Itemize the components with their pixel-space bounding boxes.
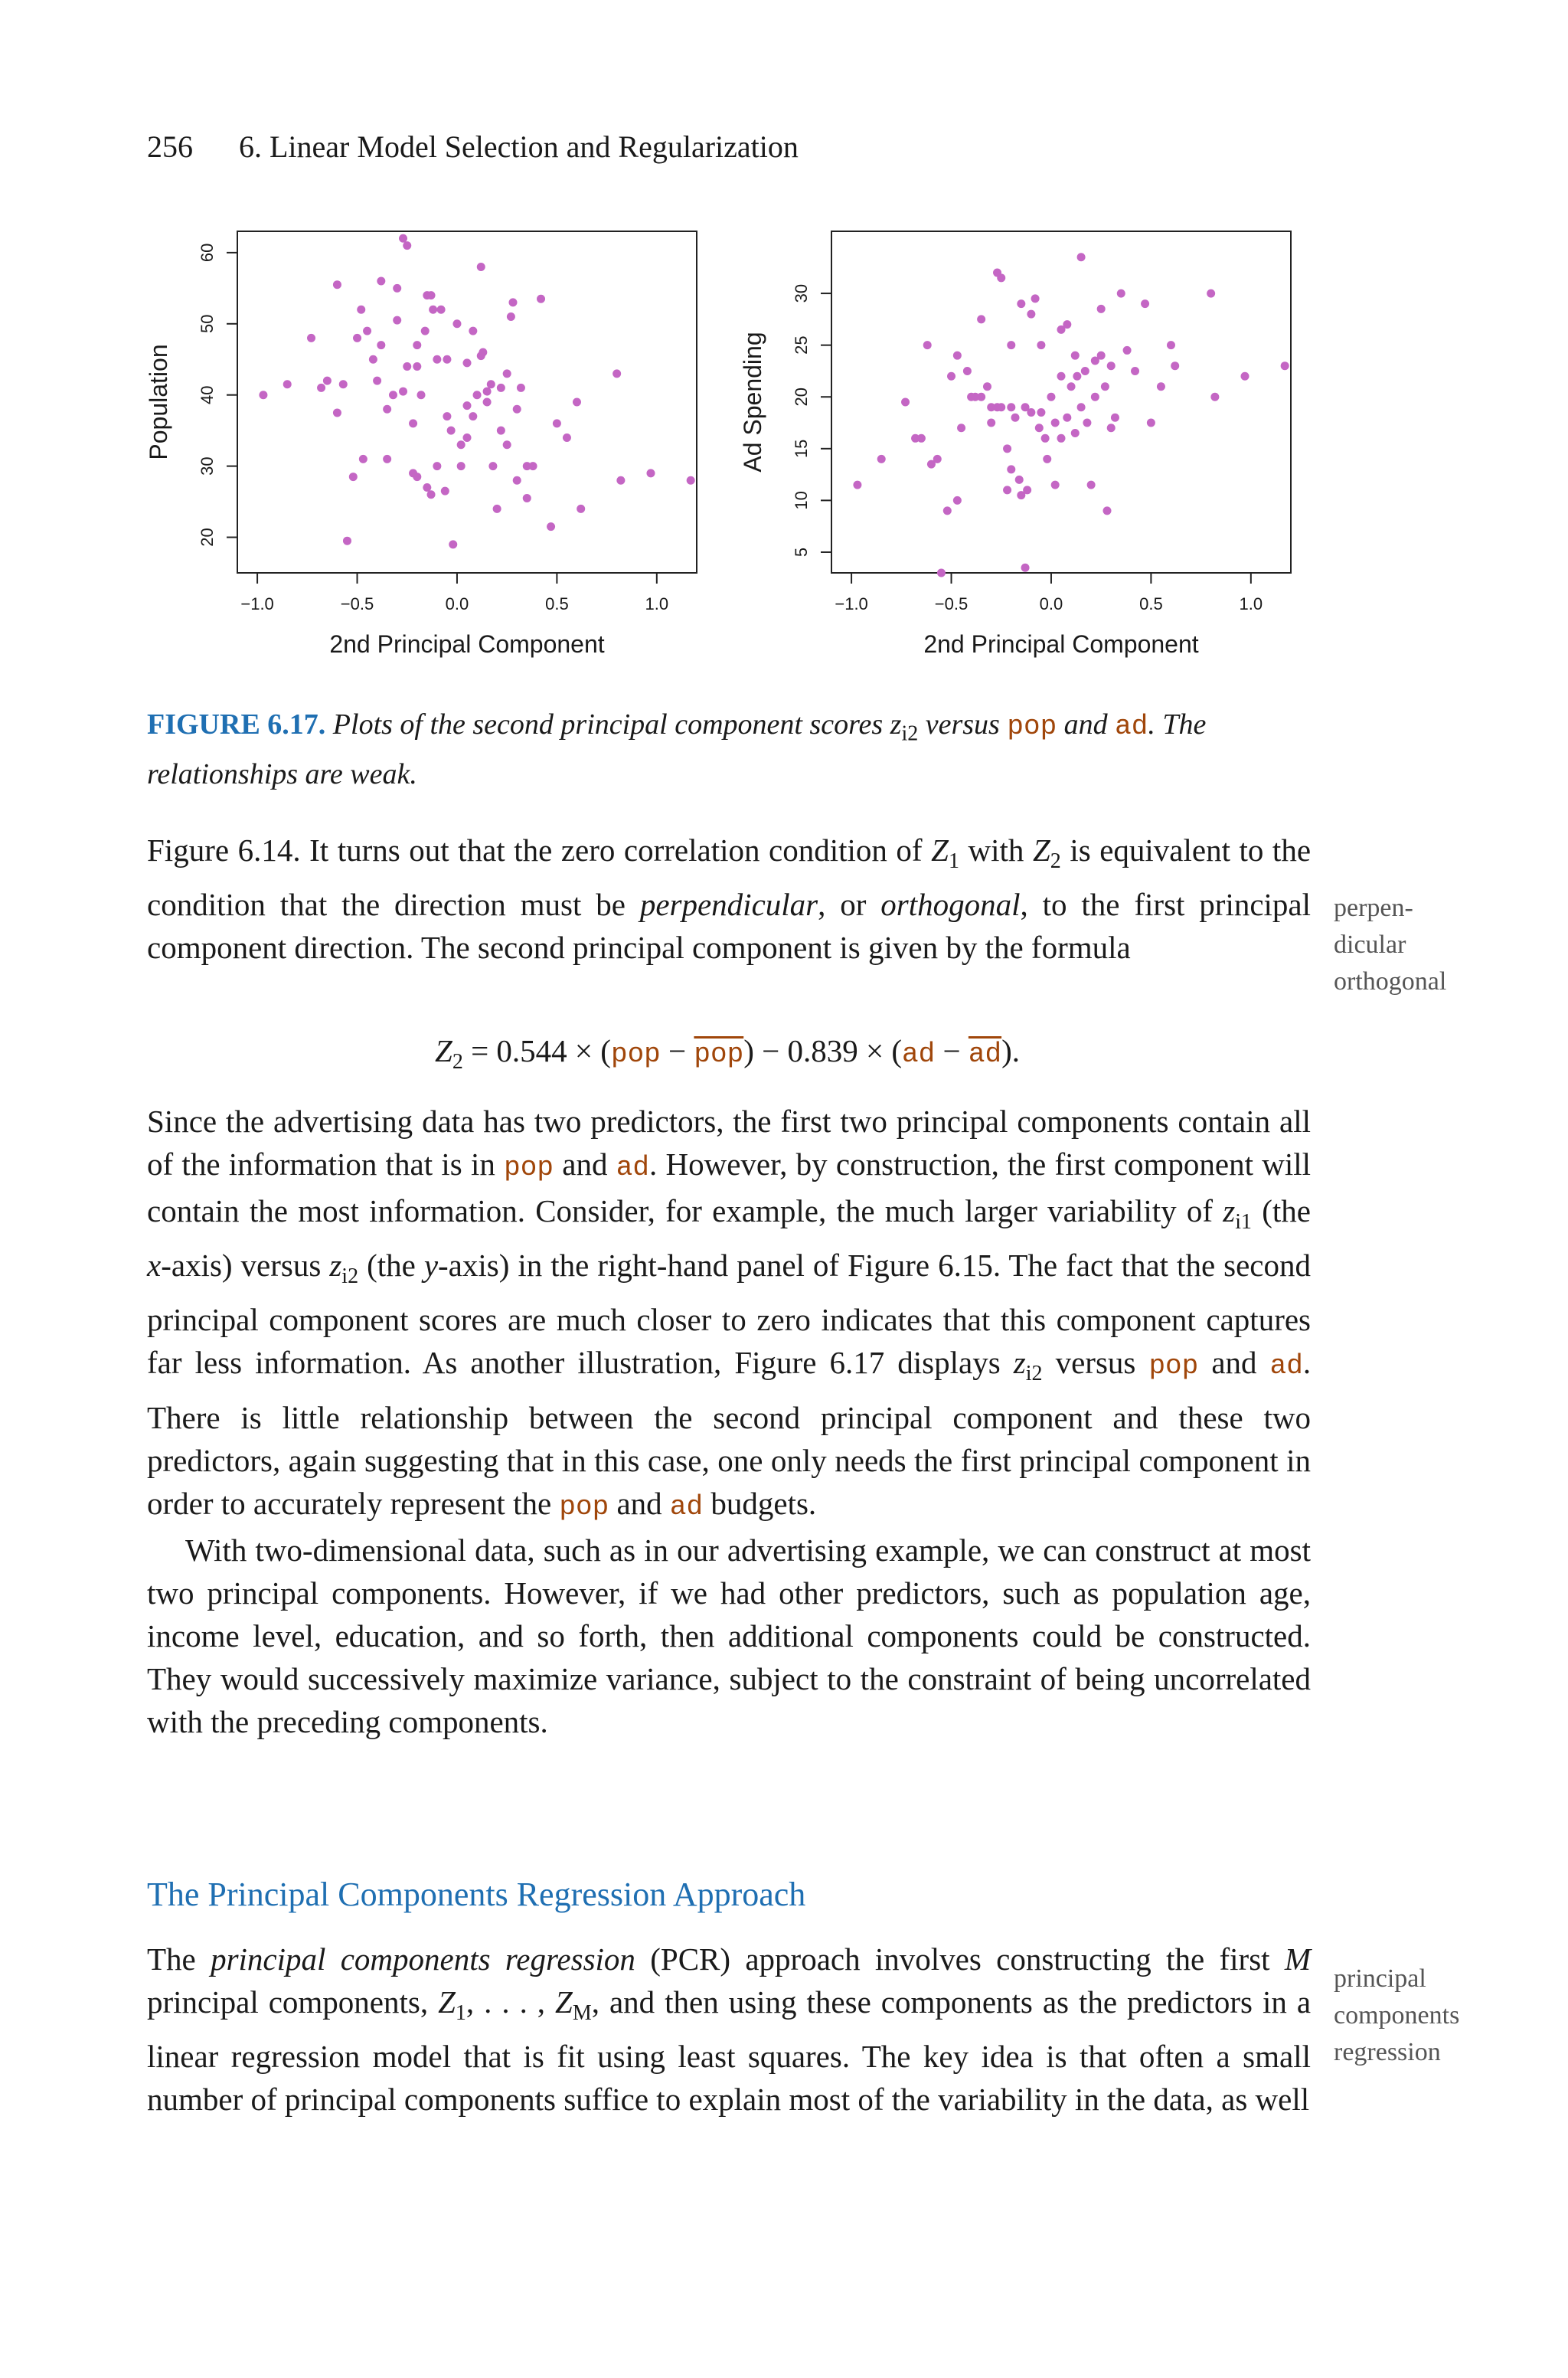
y-axis-label: Ad Spending <box>739 332 766 473</box>
margin-text: components <box>1334 2001 1460 2030</box>
data-point <box>488 462 497 470</box>
data-point <box>373 377 381 385</box>
data-point <box>523 494 531 502</box>
text: Since the advertising data has two predictors, the first two principal components contain all of the information that is in <box>147 1104 1311 1182</box>
text: . There is little relationship between the second principal component and these two predictors, again suggesting that in this case, one only needs the first principal component in order to accurately represent the <box>147 1345 1312 1521</box>
data-point <box>1063 320 1071 329</box>
caption-text: and <box>1063 708 1108 741</box>
data-point <box>463 401 472 410</box>
math: Z <box>438 1984 456 2020</box>
data-point <box>647 469 655 477</box>
data-point <box>957 424 965 432</box>
x-tick-label: 1.0 <box>645 594 669 613</box>
data-point <box>483 388 492 396</box>
caption-text: . The relationships are weak. <box>147 708 1207 790</box>
data-point <box>259 391 267 399</box>
data-point <box>447 427 456 435</box>
data-point <box>339 380 348 388</box>
data-point <box>1210 393 1219 401</box>
y-tick-label: 15 <box>792 439 811 459</box>
data-point <box>1207 289 1215 298</box>
data-point <box>1015 476 1024 484</box>
data-point <box>1171 361 1179 370</box>
data-point <box>1103 506 1112 515</box>
text: , and then using these components as the predictors in a linear regression model that is fit using least squares. The key idea is that often a small number of principal components suffice to explain most of the variability in the data, as well <box>147 1984 1312 2118</box>
data-point <box>413 341 421 349</box>
x-tick-label: 0.5 <box>1139 594 1163 613</box>
data-point <box>616 476 625 485</box>
data-point <box>437 306 446 314</box>
y-tick-label: 25 <box>792 335 811 355</box>
data-point <box>507 312 515 321</box>
data-point <box>1131 367 1139 375</box>
data-point <box>997 273 1005 282</box>
data-point <box>1007 341 1015 349</box>
code-ad: ad <box>1269 1350 1303 1382</box>
data-point <box>1167 341 1175 349</box>
data-point <box>1023 486 1031 494</box>
margin-note-perpendicular <box>1334 890 1446 1000</box>
data-point <box>441 487 449 496</box>
x-tick-label: −0.5 <box>934 594 969 613</box>
data-point <box>963 367 972 375</box>
data-point <box>953 496 962 505</box>
data-point <box>573 398 581 407</box>
data-point <box>1057 372 1066 381</box>
x-tick-label: 0.0 <box>1039 594 1063 613</box>
data-point <box>513 476 521 485</box>
paragraph <box>147 1100 1311 1743</box>
text: -axis) in the right-hand panel of Figure 6.15. The fact that the second principal component scores are much closer to zero indicates that this component captures far less information. As another illustration, Figure 6.17 displays <box>147 1248 1311 1381</box>
data-point <box>1037 408 1045 417</box>
data-point <box>483 398 492 407</box>
math: Z <box>1032 832 1050 868</box>
chapter-title: 6. Linear Model Selection and Regularization <box>239 129 799 164</box>
page-number: 256 <box>147 129 193 164</box>
paragraph <box>147 829 1311 969</box>
emphasis: principal components regression <box>211 1941 635 1977</box>
code-ad: ad <box>1115 711 1148 742</box>
data-point <box>537 295 545 303</box>
data-point <box>901 398 910 407</box>
data-point <box>393 316 401 325</box>
margin-note-pcr <box>1334 1961 1459 2071</box>
code-ad: ad <box>669 1490 704 1523</box>
text: budgets. <box>710 1485 817 1521</box>
text: Figure 6.14. It turns out that the zero correlation condition of <box>147 832 923 868</box>
math-sub: 1 <box>948 849 959 874</box>
data-point <box>323 377 332 385</box>
data-point <box>853 481 861 489</box>
data-point <box>513 405 521 414</box>
math-sub: 1 <box>455 2001 466 2026</box>
data-point <box>1071 352 1080 360</box>
data-point <box>1051 481 1060 489</box>
data-point <box>1107 424 1116 432</box>
data-point <box>977 315 985 323</box>
text: (the <box>1262 1193 1312 1228</box>
math-sub: i2 <box>1025 1362 1043 1386</box>
text: , to the first principal component direction. The second principal component is given by the formula <box>147 887 1312 966</box>
data-point <box>1083 419 1091 427</box>
math: , . . . , <box>466 1984 546 2020</box>
data-point <box>427 490 436 499</box>
text: , or <box>818 887 867 923</box>
data-point <box>479 348 487 356</box>
math: − <box>935 1033 969 1068</box>
data-point <box>497 384 505 392</box>
data-point <box>409 419 417 427</box>
data-point <box>363 327 371 335</box>
data-point <box>389 391 397 399</box>
data-point <box>503 369 511 378</box>
data-point <box>1241 372 1250 381</box>
code-pop: pop <box>1007 711 1057 742</box>
data-point <box>497 427 505 435</box>
data-point <box>877 455 886 463</box>
x-tick-label: −1.0 <box>835 594 868 613</box>
data-point <box>333 280 341 289</box>
data-point <box>612 369 621 378</box>
data-point <box>547 522 555 531</box>
paragraph <box>147 1938 1311 2121</box>
data-point <box>487 380 495 388</box>
data-point <box>349 473 358 481</box>
x-tick-label: −1.0 <box>240 594 274 613</box>
data-point <box>452 319 461 328</box>
math: ). <box>1001 1033 1020 1068</box>
text: (the <box>367 1248 416 1284</box>
data-point <box>993 403 1001 411</box>
y-tick-label: 20 <box>792 388 811 407</box>
page-header <box>147 129 799 165</box>
margin-text: orthogonal <box>1334 967 1447 996</box>
code-ad: ad <box>902 1039 936 1070</box>
data-point <box>1035 424 1044 432</box>
data-point <box>1087 481 1096 489</box>
math: M <box>1284 1941 1312 1977</box>
y-tick-label: 50 <box>198 314 217 334</box>
data-point <box>1117 289 1125 298</box>
data-point <box>983 382 991 391</box>
data-point <box>1111 414 1119 422</box>
data-point <box>923 341 932 349</box>
data-point <box>503 440 511 449</box>
math-sub: 2 <box>1050 849 1061 874</box>
data-point <box>1041 434 1050 443</box>
data-point <box>399 234 407 243</box>
y-tick-label: 40 <box>198 385 217 404</box>
data-point <box>383 455 391 463</box>
data-point <box>469 412 477 420</box>
data-point <box>377 277 385 286</box>
data-point <box>1057 434 1066 443</box>
y-tick-label: 30 <box>198 456 217 476</box>
data-point <box>1017 299 1025 308</box>
emphasis: orthogonal <box>880 887 1021 923</box>
data-point <box>359 455 368 463</box>
section-title: The Principal Components Regression Approach <box>147 1876 806 1913</box>
data-point <box>937 569 946 577</box>
data-point <box>393 284 401 293</box>
data-point <box>457 462 466 470</box>
data-point <box>1021 403 1030 411</box>
data-point <box>687 476 695 485</box>
paragraph-text: With two-dimensional data, such as in our advertising example, we can construct at most two principal components. However, if we had other predictors, such as population age, income level, education, and so forth, then additional components could be constructed. They would successively maximize variance, subject to the constraint of being uncorrelated with the preceding components. <box>147 1532 1311 1739</box>
data-point <box>283 380 292 388</box>
figure-6-17 <box>0 199 1568 689</box>
y-axis-label: Population <box>145 344 172 460</box>
data-point <box>1063 414 1071 422</box>
y-tick-label: 30 <box>792 283 811 303</box>
x-axis-label: 2nd Principal Component <box>329 630 605 658</box>
data-point <box>1081 367 1089 375</box>
text: is equivalent to the condition that the direction must be <box>147 832 1312 923</box>
math-sub: i2 <box>341 1264 359 1289</box>
data-point <box>1003 444 1011 453</box>
figure-caption <box>147 705 1311 794</box>
code-pop: pop <box>559 1490 609 1523</box>
data-point <box>1097 352 1106 360</box>
data-point <box>1101 382 1109 391</box>
math-sub: 2 <box>452 1050 463 1075</box>
math: x <box>147 1248 162 1284</box>
data-point <box>1071 429 1080 437</box>
code-pop-mean: $\overline{pop}$ <box>694 1039 744 1070</box>
data-point <box>1007 403 1015 411</box>
y-tick-label: 10 <box>792 491 811 510</box>
data-point <box>1051 419 1060 427</box>
data-point <box>1031 294 1040 303</box>
data-point <box>947 372 956 381</box>
math: z <box>1223 1193 1236 1228</box>
equation <box>0 1032 1455 1075</box>
data-point <box>429 306 437 314</box>
data-point <box>1141 299 1149 308</box>
data-point <box>1281 361 1289 370</box>
data-point <box>343 537 351 545</box>
margin-text: principal <box>1334 1964 1426 1993</box>
x-tick-label: 1.0 <box>1239 594 1263 613</box>
data-point <box>523 462 531 470</box>
data-point <box>577 505 585 513</box>
data-point <box>953 352 962 360</box>
data-point <box>1157 382 1165 391</box>
text: . However, by construction, the first component will contain the most information. Consider, for example, the much larger variability of <box>147 1146 1312 1228</box>
math: = 0.544 × ( <box>471 1033 611 1068</box>
data-point <box>427 291 436 299</box>
data-point <box>943 506 952 515</box>
data-point <box>1077 403 1086 411</box>
math: Z <box>931 832 949 868</box>
data-point <box>1047 393 1055 401</box>
margin-text: regression <box>1334 2038 1441 2066</box>
data-point <box>1077 253 1086 261</box>
caption-var: z <box>890 708 902 741</box>
data-point <box>1037 341 1045 349</box>
data-point <box>403 241 411 250</box>
math: Z <box>555 1984 573 2020</box>
text: -axis) versus <box>161 1248 322 1284</box>
data-point <box>353 334 361 342</box>
text: (PCR) approach involves constructing the first <box>650 1941 1270 1977</box>
data-point <box>463 433 472 442</box>
data-point <box>413 362 421 371</box>
data-point <box>433 462 441 470</box>
plot-frame <box>831 231 1291 573</box>
data-point <box>417 391 426 399</box>
data-point <box>1011 414 1020 422</box>
data-point <box>457 440 466 449</box>
caption-text: versus <box>925 708 1000 741</box>
data-point <box>509 298 518 306</box>
data-point <box>443 412 451 420</box>
data-point <box>421 327 430 335</box>
data-point <box>1007 465 1015 473</box>
math: Z <box>435 1033 452 1068</box>
margin-text: dicular <box>1334 931 1406 959</box>
text: with <box>968 832 1024 868</box>
data-point <box>1147 419 1155 427</box>
data-point <box>493 505 501 513</box>
math-sub: i1 <box>1235 1210 1253 1235</box>
math: z <box>1013 1345 1026 1381</box>
x-tick-label: 0.5 <box>545 594 569 613</box>
margin-text: perpen- <box>1334 894 1413 922</box>
text: principal components, <box>147 1984 429 2020</box>
data-point <box>563 433 571 442</box>
text: and <box>562 1146 608 1182</box>
caption-sub: i2 <box>901 721 919 746</box>
data-point <box>463 358 472 367</box>
data-point <box>473 391 482 399</box>
code-pop: pop <box>504 1152 554 1183</box>
data-point <box>1091 393 1099 401</box>
data-point <box>469 327 477 335</box>
data-point <box>403 362 411 371</box>
math: − <box>660 1033 694 1068</box>
data-point <box>449 540 457 548</box>
data-point <box>307 334 315 342</box>
text: and <box>616 1485 662 1521</box>
data-point <box>333 408 341 417</box>
data-point <box>1073 372 1081 381</box>
data-point <box>357 306 365 314</box>
y-tick-label: 60 <box>198 243 217 263</box>
caption-text: Plots of the second principal component scores <box>332 708 884 741</box>
data-point <box>1021 564 1030 572</box>
data-point <box>433 355 441 364</box>
data-point <box>1003 486 1011 494</box>
text: The <box>147 1941 196 1977</box>
data-point <box>517 384 525 392</box>
data-point <box>477 263 485 271</box>
data-point <box>987 419 995 427</box>
text: and <box>1211 1345 1257 1381</box>
data-point <box>933 455 942 463</box>
data-point <box>1123 346 1132 355</box>
caption-label: FIGURE 6.17. <box>147 708 326 741</box>
data-point <box>1107 361 1116 370</box>
data-point <box>399 388 407 396</box>
y-tick-label: 5 <box>792 547 811 558</box>
x-tick-label: 0.0 <box>445 594 469 613</box>
emphasis: perpendicular <box>639 887 818 923</box>
data-point <box>553 419 561 427</box>
data-point <box>911 434 920 443</box>
math-sub: M <box>572 2001 592 2026</box>
data-point <box>1067 382 1076 391</box>
data-point <box>443 355 451 364</box>
scatter-plot-ad-spending <box>739 231 1291 658</box>
text: versus <box>1055 1345 1136 1381</box>
code-pop: pop <box>1148 1350 1199 1382</box>
code-ad: ad <box>616 1152 649 1183</box>
data-point <box>383 405 391 414</box>
data-point <box>1097 305 1106 313</box>
data-point <box>317 384 325 392</box>
data-point <box>377 341 385 349</box>
x-tick-label: −0.5 <box>340 594 374 613</box>
math: ) − 0.839 × ( <box>743 1033 903 1068</box>
scatter-plot-population <box>145 231 697 658</box>
code-ad-mean: $\overline{ad}$ <box>968 1039 1002 1070</box>
code-pop: pop <box>610 1039 661 1070</box>
math: y <box>423 1248 439 1284</box>
x-axis-label: 2nd Principal Component <box>923 630 1199 658</box>
data-point <box>971 393 979 401</box>
data-point <box>369 355 377 364</box>
y-tick-label: 20 <box>198 528 217 547</box>
data-point <box>423 483 431 492</box>
data-point <box>413 473 421 481</box>
data-point <box>1043 455 1051 463</box>
data-point <box>1027 310 1035 319</box>
math: z <box>329 1248 342 1284</box>
